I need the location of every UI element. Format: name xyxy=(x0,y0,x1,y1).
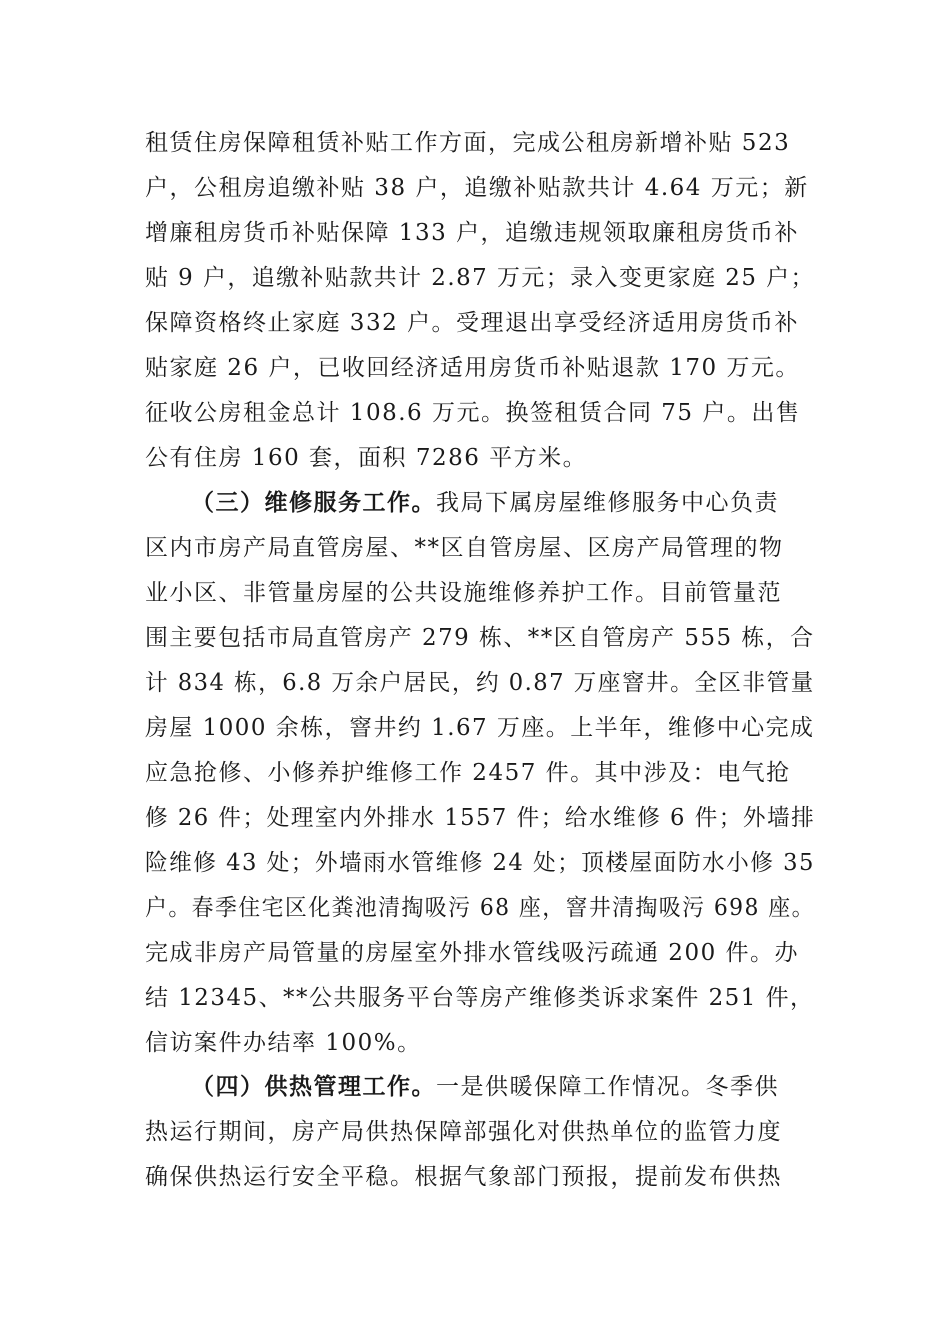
paragraph-line: 应急抢修、小修养护维修工作 2457 件。其中涉及：电气抢 xyxy=(145,760,791,786)
paragraph-line: 区内市房产局直管房屋、**区自管房屋、区房产局管理的物 xyxy=(145,535,784,561)
paragraph-line: 保障资格终止家庭 332 户。受理退出享受经济适用房货币补 xyxy=(145,310,800,336)
paragraph-line: 完成非房产局管量的房屋室外排水管线吸污疏通 200 件。办 xyxy=(145,940,800,966)
paragraph-line: 征收公房租金总计 108.6 万元。换签租赁合同 75 户。出售 xyxy=(145,400,801,426)
section-heading: （三）维修服务工作。 xyxy=(191,489,436,516)
paragraph-line: 围主要包括市局直管房产 279 栋、**区自管房产 555 栋，合 xyxy=(145,625,815,651)
paragraph-line: 贴 9 户，追缴补贴款共计 2.87 万元；录入变更家庭 25 户； xyxy=(145,265,815,291)
paragraph-line: 业小区、非管量房屋的公共设施维修养护工作。目前管量范 xyxy=(145,580,782,606)
paragraph-first-line xyxy=(191,486,779,520)
paragraph-line: 户，公租房追缴补贴 38 户，追缴补贴款共计 4.64 万元；新 xyxy=(145,175,809,201)
paragraph-first-line-text: 一是供暖保障工作情况。冬季供 xyxy=(436,1074,779,1100)
paragraph-line: 信访案件办结率 100%。 xyxy=(145,1030,422,1056)
paragraph-first-line xyxy=(191,1070,779,1104)
paragraph-line: 贴家庭 26 户，已收回经济适用房货币补贴退款 170 万元。 xyxy=(145,355,800,381)
paragraph-line: 修 26 件；处理室内外排水 1557 件；给水维修 6 件；外墙排 xyxy=(145,805,816,831)
paragraph-line: 热运行期间，房产局供热保障部强化对供热单位的监管力度 xyxy=(145,1119,782,1145)
paragraph-line: 计 834 栋，6.8 万余户居民，约 0.87 万座窨井。全区非管量 xyxy=(145,670,815,696)
paragraph-line: 结 12345、**公共服务平台等房产维修类诉求案件 251 件， xyxy=(145,985,815,1011)
paragraph-line: 公有住房 160 套，面积 7286 平方米。 xyxy=(145,445,588,471)
paragraph-line: 险维修 43 处；外墙雨水管维修 24 处；顶楼屋面防水小修 35 xyxy=(145,850,815,876)
section-heading: （四）供热管理工作。 xyxy=(191,1073,436,1100)
paragraph-line: 房屋 1000 余栋，窨井约 1.67 万座。上半年，维修中心完成 xyxy=(145,715,815,741)
paragraph-line: 租赁住房保障租赁补贴工作方面，完成公租房新增补贴 523 xyxy=(145,130,791,156)
paragraph-line: 户。春季住宅区化粪池清掏吸污 68 座，窨井清掏吸污 698 座。 xyxy=(145,895,815,921)
paragraph-line: 增廉租房货币补贴保障 133 户，追缴违规领取廉租房货币补 xyxy=(145,220,800,246)
paragraph-first-line-text: 我局下属房屋维修服务中心负责 xyxy=(436,490,779,516)
paragraph-line: 确保供热运行安全平稳。根据气象部门预报，提前发布供热 xyxy=(145,1164,782,1190)
